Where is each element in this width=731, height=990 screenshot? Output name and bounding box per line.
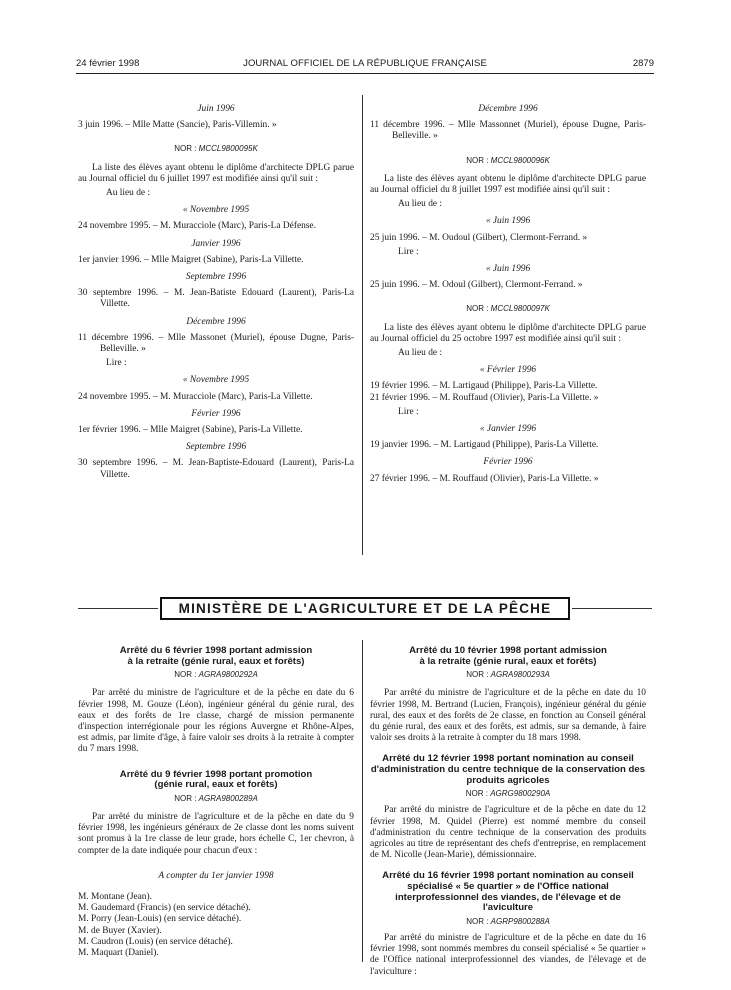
decree-text: Par arrêté du ministre de l'agriculture et de la pêche en date du 12 février 1998, M. Quidel (Pierre) est nommé membre du conseil d'administration du centre technique de la conservation des produits agricoles au titre de représentant des chefs d'entreprise, en remplacement de M. Nicolle (Jean-Marie), démissionnaire. [370,805,646,861]
list-entry: 1er janvier 1996. – Mlle Maigret (Sabine), Paris-La Villette. [78,254,304,265]
amendment-intro: La liste des élèves ayant obtenu le diplôme d'architecte DPLG parue au Journal officiel du 6 juillet 1997 est modifiée ainsi qu'il suit : [78,162,354,184]
nor-reference: NOR : AGRA9800293A [466,670,550,680]
ministry-banner: MINISTÈRE DE L'AGRICULTURE ET DE LA PÊCHE [160,597,570,620]
month-heading: Janvier 1996 [191,238,241,249]
list-item: M. Maquart (Daniel). [78,948,159,959]
bottom-left-column [78,646,354,959]
month-heading: « Février 1996 [479,365,537,376]
month-heading: Septembre 1996 [185,442,247,453]
list-entry: 25 juin 1996. – M. Oudoul (Gilbert), Clermont-Ferrand. » [370,232,588,243]
lire-label: Lire : [106,358,127,369]
month-heading: Décembre 1996 [478,104,538,114]
list-entry: 11 décembre 1996. – Mlle Massonet (Muriel), épouse Dugne, Paris-Belleville. » [78,332,354,355]
list-entry: 1er février 1996. – Mlle Maigret (Sabine), Paris-La Villette. [78,425,303,436]
list-item: M. Porry (Jean-Louis) (en service détaché). [78,914,242,925]
list-entry: 30 septembre 1996. – M. Jean-Batiste Edouard (Laurent), Paris-La Villette. [78,288,354,310]
list-item: M. Gaudemard (Francis) (en service détaché). [78,903,251,914]
month-heading: Février 1996 [191,408,241,419]
nor-reference: NOR : AGRP9800288A [466,916,550,926]
nor-reference: NOR : AGRG9800290A [465,789,551,799]
nor-reference: NOR : MCCL9800097K [466,304,550,314]
header-rule [76,73,654,74]
list-entry: 25 juin 1996. – M. Odoul (Gilbert), Clermont-Ferrand. » [370,280,583,291]
decree-title: (génie rural, eaux et forêts) [154,779,278,791]
top-right-column [370,104,646,488]
decree-text: Par arrêté du ministre de l'agriculture et de la pêche en date du 16 février 1998, sont nommés membres du conseil spécialisé « 5e quartier » de l'Office national interprofessionnel des viandes, de l'élevage et de l'aviculture : [370,932,646,977]
list-item: M. Montane (Jean). [78,892,152,903]
effective-date: A compter du 1er janvier 1998 [158,870,274,881]
header-journal-title: JOURNAL OFFICIEL DE LA RÉPUBLIQUE FRANÇAISE [243,58,487,69]
page-header [76,58,654,72]
list-item: M. Caudron (Louis) (en service détaché). [78,936,233,947]
nor-reference: NOR : AGRA9800289A [174,793,258,803]
month-heading: Juin 1996 [197,104,235,114]
month-heading: Septembre 1996 [185,272,247,283]
nor-reference: NOR : MCCL9800096K [466,155,550,165]
list-entry: 24 novembre 1995. – M. Muracciole (Marc), Paris-La Défense. [78,221,316,232]
list-entry: 30 septembre 1996. – M. Jean-Baptiste-Edouard (Laurent), Paris-La Villette. [78,458,354,480]
month-heading: Février 1996 [483,457,533,468]
list-entry: 24 novembre 1995. – M. Muracciole (Marc), Paris-La Villette. [78,391,313,402]
au-lieu-label: Au lieu de : [398,348,443,359]
list-entry: 27 février 1996. – M. Rouffaud (Olivier), Paris-La Villette. » [370,473,599,484]
decree-title: à la retraite (génie rural, eaux et forêts) [419,655,597,667]
list-entry: 19 février 1996. – M. Lartigaud (Philippe), Paris-La Villette. [370,381,598,392]
decree-title: Arrêté du 6 février 1998 portant admission [119,645,313,656]
au-lieu-label: Au lieu de : [106,188,151,199]
month-heading: « Janvier 1996 [479,424,537,435]
amendment-intro: La liste des élèves ayant obtenu le diplôme d'architecte DPLG parue au Journal officiel du 8 juillet 1997 est modifiée ainsi qu'il suit : [370,173,646,196]
au-lieu-label: Au lieu de : [398,199,443,210]
lire-label: Lire : [398,406,419,417]
decree-title: Arrêté du 9 février 1998 portant promotion [119,768,313,780]
decree-title: Arrêté du 10 février 1998 portant admission [409,645,607,656]
nor-reference: NOR : AGRA9800292A [174,670,258,680]
header-date: 24 février 1998 [76,58,140,69]
month-heading: Décembre 1996 [186,316,246,327]
lire-label: Lire : [398,246,419,257]
month-heading: « Novembre 1995 [182,205,250,216]
amendment-intro: La liste des élèves ayant obtenu le diplôme d'architecte DPLG parue au Journal officiel du 25 octobre 1997 est modifiée ainsi qu'il suit : [370,322,646,344]
decree-text: Par arrêté du ministre de l'agriculture et de la pêche en date du 6 février 1998, M. Gouze (Léon), ingénieur général du génie rural, des eaux et des forêts de 1re classe, chargé de mission permanente d'inspection interrégionale pour les régions Auvergne et Rhône-Alpes, est admis, par limite d'âge, à faire valoir ses droits à la retraite à compter du 7 mars 1998. [78,688,354,755]
list-item: M. de Buyer (Xavier). [78,925,162,936]
nor-reference: NOR : MCCL9800095K [174,144,258,154]
month-heading: « Novembre 1995 [182,375,250,386]
list-entry: 19 janvier 1996. – M. Lartigaud (Philippe), Paris-La Villette. [370,440,599,451]
list-entry: 21 février 1996. – M. Rouffaud (Olivier), Paris-La Villette. » [370,392,599,403]
list-entry: 3 juin 1996. – Mlle Matte (Sancie), Paris-Villemin. » [78,120,277,131]
month-heading: « Juin 1996 [485,264,531,275]
top-left-column [78,104,354,484]
decree-text: Par arrêté du ministre de l'agriculture et de la pêche en date du 10 février 1998, M. Bertrand (Lucien, François), ingénieur général du génie rural, des eaux et des forêts de 2e classe, en fonction au Conseil général du génie rural, des eaux et des forêts, est admis, sur sa demande, à faire valoir ses droits à la retraite à compter du 18 mars 1998. [370,688,646,744]
column-divider-bottom [362,640,363,962]
decree-title: Arrêté du 16 février 1998 portant nomination au conseil spécialisé « 5e quartier » de l'Office national interprofessionnel des viandes, de l'élevage et de l'aviculture [382,870,634,914]
promotion-list [78,892,354,959]
month-heading: « Juin 1996 [485,216,531,227]
decree-title: à la retraite (génie rural, eaux et forêts) [127,655,305,667]
decree-text: Par arrêté du ministre de l'agriculture et de la pêche en date du 9 février 1998, les ingénieurs généraux de 2e classe dont les noms suivent sont promus à la 1re classe de leur grade, hors échelle C, 1er chevron, à compter de la date indiquée pour chacun d'eux : [78,812,354,856]
decree-title: Arrêté du 12 février 1998 portant nomination au conseil d'administration du centre technique de la conservation des produits agricoles [370,753,646,786]
bottom-right-column [370,646,646,978]
header-page-number: 2879 [632,58,654,69]
list-entry: 11 décembre 1996. – Mlle Massonnet (Muriel), épouse Dugne, Paris-Belleville. » [370,120,646,142]
column-divider-top [362,95,363,555]
